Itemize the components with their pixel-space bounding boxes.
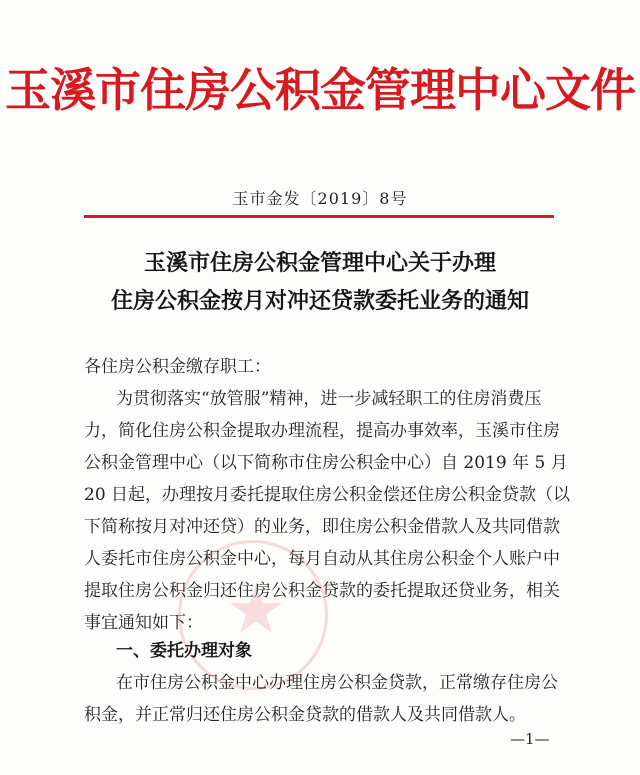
paragraph1-line: 20 日起，办理按月委托提取住房公积金偿还住房公积金贷款（以 — [84, 485, 571, 505]
paragraph1-line: 公积金管理中心（以下简称市住房公积金中心）自 2019 年 5 月 — [84, 453, 568, 473]
document-number: 玉市金发〔2019〕8号 — [232, 189, 408, 208]
paragraph1-line: 力，简化住房公积金提取办理流程，提高办事效率，玉溪市住房 — [84, 421, 560, 441]
document-header-title: 玉溪市住房公积金管理中心文件 — [5, 63, 635, 117]
red-divider-line — [84, 215, 554, 218]
paragraph1-line: 事宜通知如下： — [84, 613, 203, 633]
paragraph1-line: 提取住房公积金归还住房公积金贷款的委托提取还贷业务，相关 — [84, 581, 560, 601]
paragraph1-line: 为贯彻落实“放管服”精神，进一步减轻职工的住房消费压 — [116, 389, 542, 409]
section1-line: 在市住房公积金中心办理住房公积金贷款，正常缴存住房公 — [116, 673, 558, 693]
notice-title-line-2: 住房公积金按月对冲还贷款委托业务的通知 — [110, 289, 529, 314]
notice-title-line-1: 玉溪市住房公积金管理中心关于办理 — [143, 251, 496, 276]
paragraph1-line: 下简称按月对冲还贷）的业务，即住房公积金借款人及共同借款 — [84, 517, 560, 537]
page-number: —1— — [510, 730, 550, 748]
salutation: 各住房公积金缴存职工： — [84, 357, 271, 377]
paragraph1-line: 人委托市住房公积金中心，每月自动从其住房公积金个人账户中 — [84, 549, 560, 569]
section1-line: 积金，并正常归还住房公积金贷款的借款人及共同借款人。 — [84, 705, 526, 725]
section-1-heading: 一、委托办理对象 — [116, 641, 252, 661]
